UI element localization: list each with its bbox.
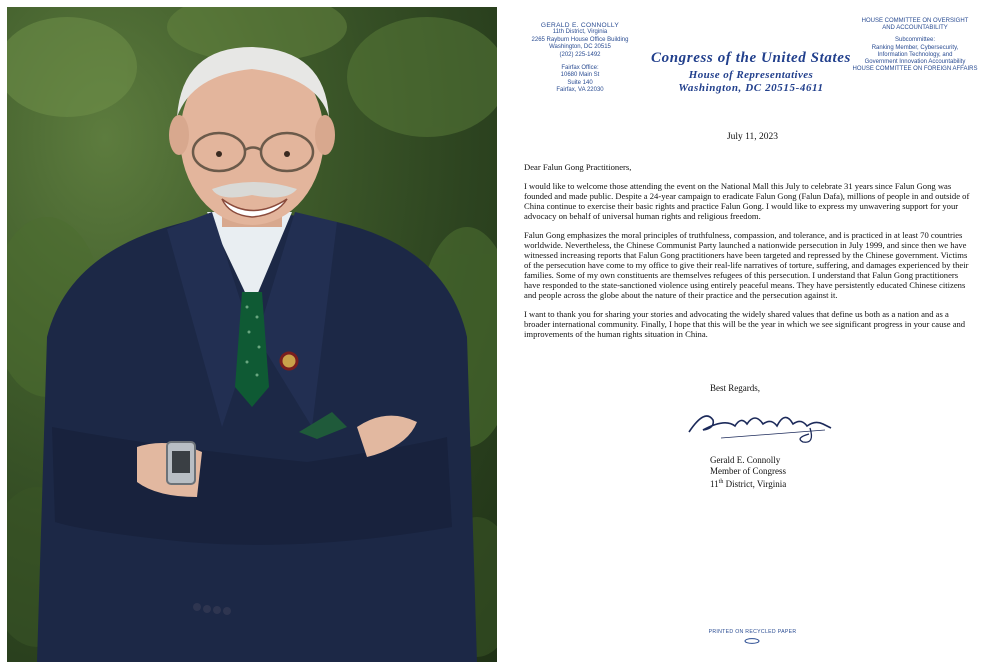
member-name: GERALD E. CONNOLLY — [540, 22, 620, 29]
signer-title: Member of Congress — [710, 466, 786, 476]
letter-date: July 11, 2023 — [726, 132, 779, 142]
portrait-illustration — [7, 7, 497, 662]
signer-name: Gerald E. Connolly — [710, 455, 781, 465]
congressional-letter — [505, 0, 1000, 667]
subcommittee-label: Subcommittee: — [894, 37, 936, 44]
dc-office-line-2: Washington, DC 20515 — [549, 44, 611, 51]
member-district: 11th District, Virginia — [552, 29, 608, 36]
signer-district — [710, 477, 786, 490]
house-heading: House of Representatives — [688, 69, 814, 81]
committee-foreign-affairs: HOUSE COMMITTEE ON FOREIGN AFFAIRS — [852, 66, 978, 73]
committee-oversight-line-2: AND ACCOUNTABILITY — [882, 25, 948, 32]
congress-heading: Congress of the United States — [651, 50, 851, 66]
fairfax-office-line-2: Suite 140 — [567, 79, 593, 86]
paragraph-2: Falun Gong emphasizes the moral principles of truthfulness, compassion, and tolerance, and is practiced in at least 70 countries worldwide. Nevertheless, the Chinese Communist Party launched a nationwide persecution in July 1999, and since then we have witnessed increasing reports that Falun Gong practitioners have been targeted and repressed by the Chinese government. Victims of the persecution have come to my office to give their real-life narratives of torture, suffering, and damages experienced by their families. Some of my own constituents are themselves refugees of this persecution. I understand that Falun Gong practitioners have responded to the state-sanctioned violence using entirely peaceful means. They have persistently educated Chinese citizens and people across the globe about the nature of their practice and the persecution against it. — [524, 230, 969, 300]
dc-office-line-1: 2265 Rayburn House Office Building — [531, 36, 629, 43]
district-number: 11 — [710, 479, 719, 489]
handwritten-signature — [685, 398, 835, 448]
subcommittee-line-3: Government Innovation Accountability — [864, 59, 966, 66]
letterhead-committees — [835, 18, 995, 73]
washington-heading: Washington, DC 20515-4611 — [678, 82, 824, 94]
signature-block — [710, 455, 786, 490]
fairfax-office-line-3: Fairfax, VA 22030 — [556, 87, 604, 94]
recycle-icon — [744, 638, 760, 644]
recycled-paper-footer: PRINTED ON RECYCLED PAPER — [708, 629, 797, 635]
salutation: Dear Falun Gong Practitioners, — [524, 162, 632, 172]
district-suffix: th — [718, 479, 724, 485]
portrait-photo — [7, 7, 497, 662]
subcommittee-line-2: Information Technology, and — [877, 51, 953, 58]
paragraph-1: I would like to welcome those attending the event on the National Mall this July to celebrate 31 years since Falun Gong was founded and made public. Despite a 24-year campaign to eradicate Falun Gong (Falun Dafa), millions of people in and outside of China continue to exercise their basic rights and practice Falun Gong. I would like to express my unwavering support for your advocacy on behalf of universal human rights and religious freedom. — [524, 181, 970, 221]
fairfax-office-label: Fairfax Office: — [561, 65, 599, 72]
paragraph-3: I want to thank you for sharing your stories and advocating the widely shared values that define us both as a nation and as a broader international community. Finally, I hope that this will be the year in which we see significant progress in your cause and improvements of the human rights situation in China. — [524, 309, 966, 339]
letter-body — [524, 162, 972, 348]
dc-office-phone: (202) 225-1492 — [559, 51, 601, 58]
congressional-pin — [281, 353, 297, 369]
fairfax-office-line-1: 10680 Main St — [560, 72, 600, 79]
committee-oversight-line-1: HOUSE COMMITTEE ON OVERSIGHT — [861, 18, 969, 24]
subcommittee-line-1: Ranking Member, Cybersecurity, — [871, 44, 959, 51]
district-text: District, Virginia — [723, 479, 787, 489]
closing: Best Regards, — [710, 383, 760, 393]
